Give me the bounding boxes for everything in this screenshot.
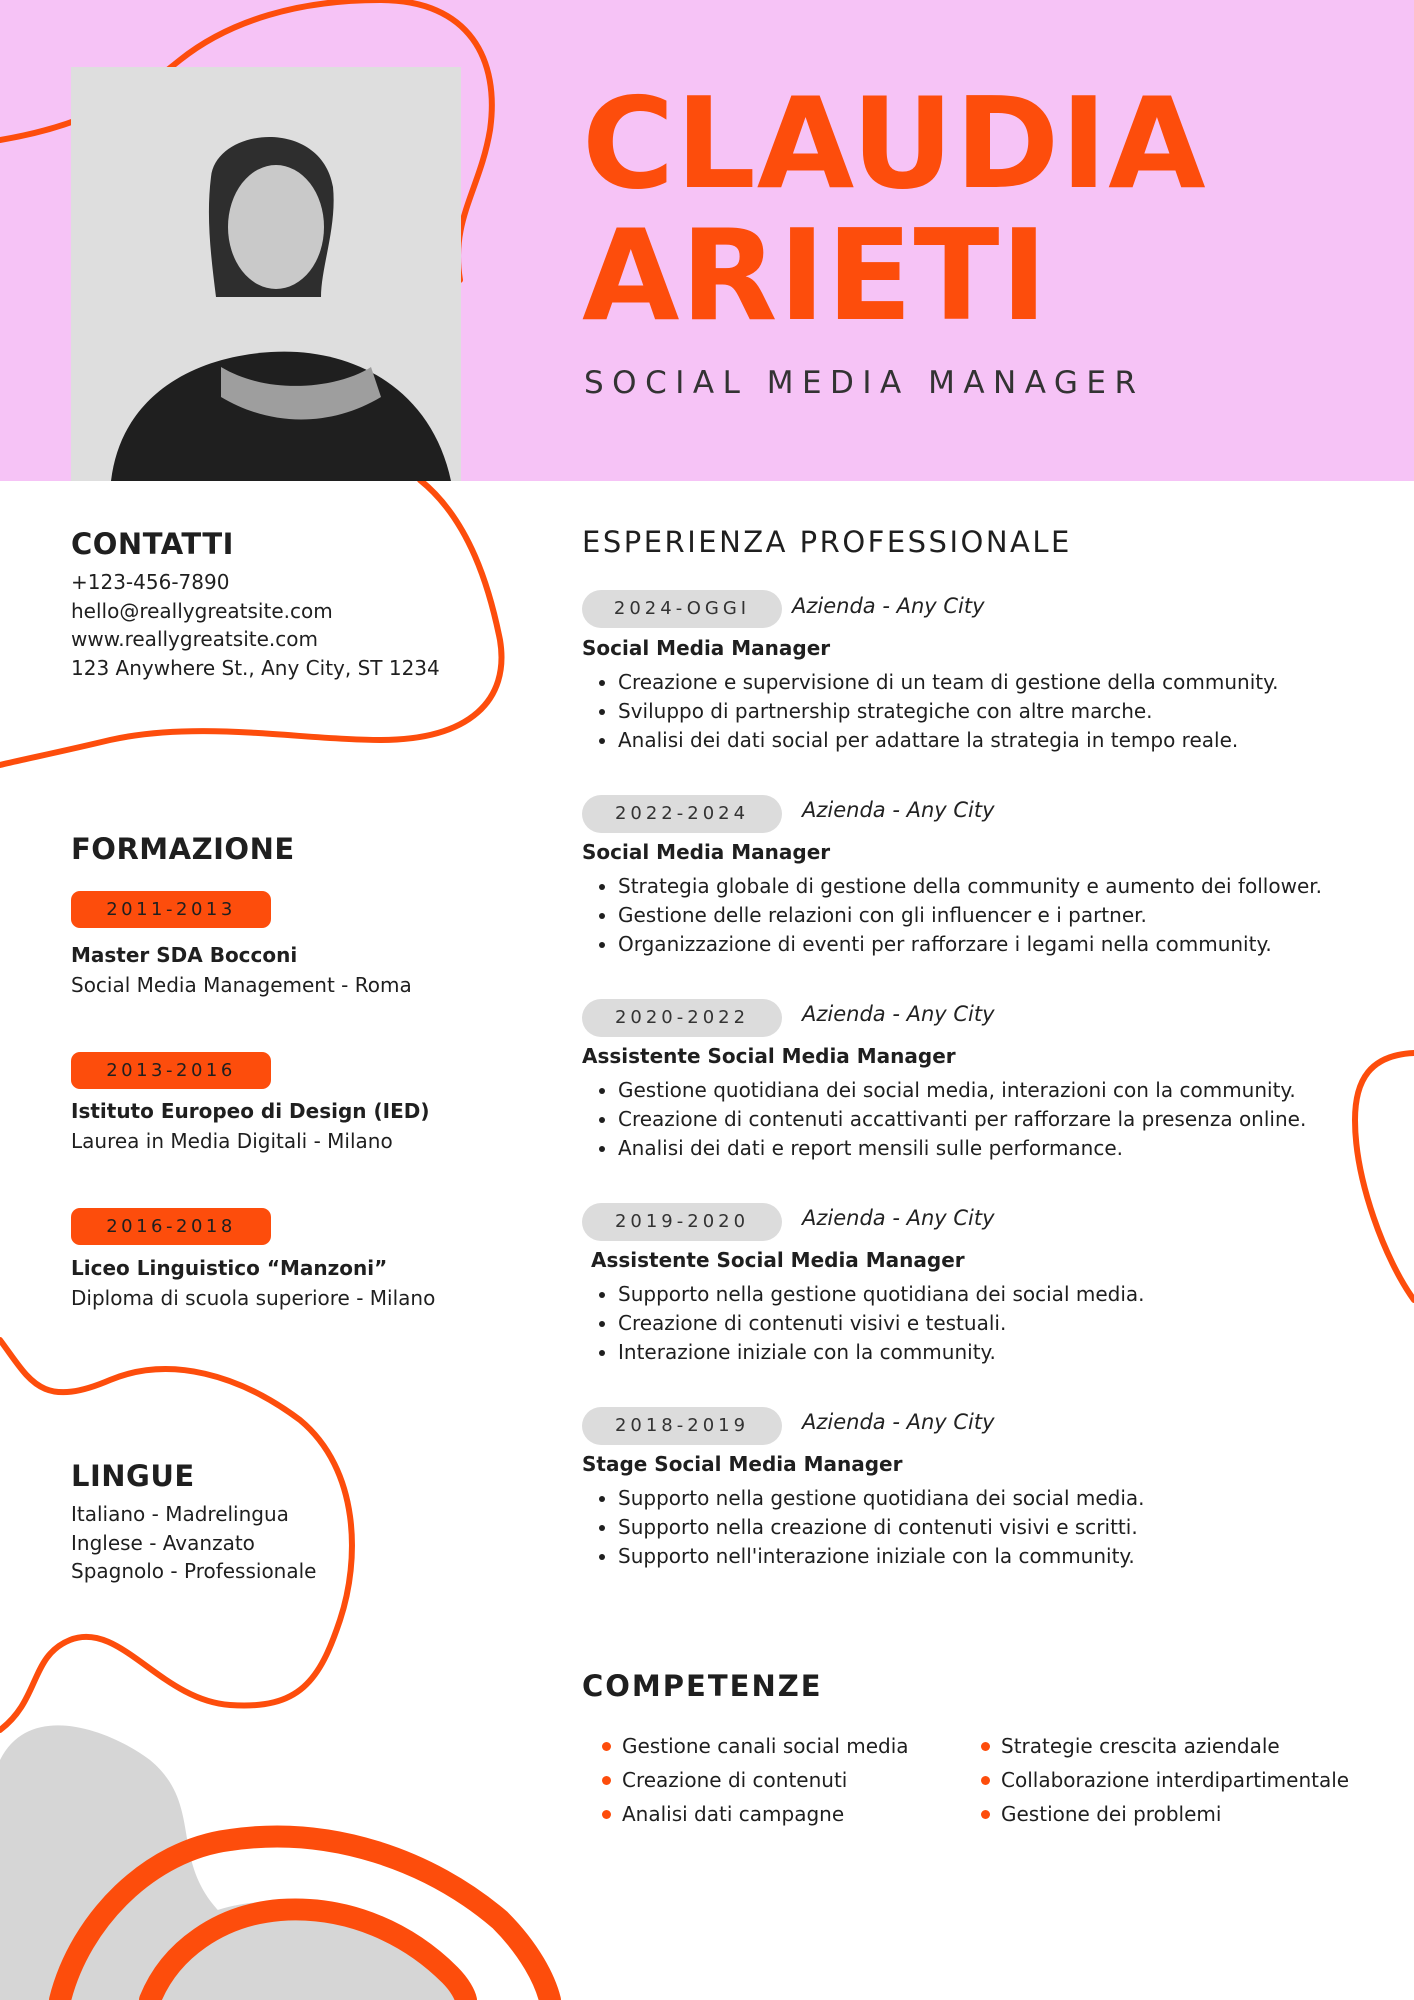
contact-website[interactable]: www.reallygreatsite.com: [71, 627, 318, 651]
experience-company: Azienda - Any City: [802, 1410, 995, 1434]
education-school: Istituto Europeo di Design (IED): [71, 1099, 430, 1123]
experience-bullet: • Supporto nella creazione di contenuti visivi e scritti.: [618, 1513, 1414, 1542]
skills-list-right: [979, 1729, 1349, 1831]
languages-title: LINGUE: [71, 1459, 195, 1493]
language-item: Inglese - Avanzato: [71, 1531, 255, 1555]
education-detail: Diploma di scuola superiore - Milano: [71, 1286, 436, 1310]
language-item: Italiano - Madrelingua: [71, 1502, 289, 1526]
education-years-badge: 2011-2013: [71, 891, 271, 928]
skill-item: Collaborazione interdipartimentale: [979, 1763, 1349, 1797]
skill-item: Creazione di contenuti: [600, 1763, 909, 1797]
experience-role: Social Media Manager: [582, 636, 831, 660]
experience-bullet: • Creazione di contenuti visivi e testuali.: [618, 1309, 1414, 1338]
experience-role: Assistente Social Media Manager: [582, 1044, 956, 1068]
experience-bullets: [582, 668, 1414, 755]
experience-bullets: [582, 1484, 1414, 1571]
language-item: Spagnolo - Professionale: [71, 1559, 317, 1583]
experience-years-badge: 2024-OGGI: [582, 590, 782, 628]
last-name: ARIETI: [582, 202, 1049, 349]
experience-bullets: [582, 1076, 1414, 1163]
experience-role: Assistente Social Media Manager: [591, 1248, 965, 1272]
experience-bullet: • Organizzazione di eventi per rafforzare i legami nella community.: [618, 930, 1414, 959]
experience-bullets: [582, 872, 1414, 959]
education-school: Liceo Linguistico “Manzoni”: [71, 1256, 388, 1280]
experience-bullet: • Supporto nella gestione quotidiana dei social media.: [618, 1280, 1414, 1309]
experience-bullet: • Creazione di contenuti accattivanti per rafforzare la presenza online.: [618, 1105, 1414, 1134]
experience-role: Stage Social Media Manager: [582, 1452, 903, 1476]
experience-company: Azienda - Any City: [802, 1002, 995, 1026]
experience-years-badge: 2019-2020: [582, 1203, 782, 1241]
experience-role: Social Media Manager: [582, 840, 831, 864]
experience-company: Azienda - Any City: [792, 594, 985, 618]
contact-email[interactable]: hello@reallygreatsite.com: [71, 599, 333, 623]
first-name: CLAUDIA: [582, 70, 1207, 217]
profile-photo: [71, 67, 461, 481]
job-title: SOCIAL MEDIA MANAGER: [584, 365, 1145, 401]
education-years-badge: 2016-2018: [71, 1208, 271, 1245]
education-detail: Laurea in Media Digitali - Milano: [71, 1129, 393, 1153]
contact-address: 123 Anywhere St., Any City, ST 1234: [71, 656, 440, 680]
contacts-title: CONTATTI: [71, 527, 234, 561]
skill-item: Gestione dei problemi: [979, 1797, 1349, 1831]
portrait-image: [71, 67, 461, 481]
experience-company: Azienda - Any City: [802, 798, 995, 822]
skills-title: COMPETENZE: [582, 1669, 823, 1703]
education-school: Master SDA Bocconi: [71, 943, 298, 967]
experience-bullet: • Strategia globale di gestione della community e aumento dei follower.: [618, 872, 1414, 901]
experience-bullet: • Sviluppo di partnership strategiche con altre marche.: [618, 697, 1414, 726]
person-name: [582, 70, 1382, 349]
contact-phone: +123-456-7890: [71, 570, 230, 594]
experience-bullet: • Creazione e supervisione di un team di gestione della community.: [618, 668, 1414, 697]
education-years-badge: 2013-2016: [71, 1052, 271, 1089]
experience-bullet: • Gestione quotidiana dei social media, interazioni con la community.: [618, 1076, 1414, 1105]
education-detail: Social Media Management - Roma: [71, 973, 412, 997]
skills-list-left: [600, 1729, 909, 1831]
skill-item: Gestione canali social media: [600, 1729, 909, 1763]
experience-bullet: • Analisi dei dati social per adattare la strategia in tempo reale.: [618, 726, 1414, 755]
experience-bullet: • Supporto nella gestione quotidiana dei social media.: [618, 1484, 1414, 1513]
education-title: FORMAZIONE: [71, 832, 295, 866]
skill-item: Strategie crescita aziendale: [979, 1729, 1349, 1763]
experience-years-badge: 2018-2019: [582, 1407, 782, 1445]
experience-bullets: [582, 1280, 1414, 1367]
experience-bullet: • Analisi dei dati e report mensili sulle performance.: [618, 1134, 1414, 1163]
experience-title: ESPERIENZA PROFESSIONALE: [582, 525, 1072, 559]
experience-bullet: • Supporto nell'interazione iniziale con la community.: [618, 1542, 1414, 1571]
experience-years-badge: 2022-2024: [582, 795, 782, 833]
skill-item: Analisi dati campagne: [600, 1797, 909, 1831]
experience-years-badge: 2020-2022: [582, 999, 782, 1037]
experience-company: Azienda - Any City: [802, 1206, 995, 1230]
experience-bullet: • Interazione iniziale con la community.: [618, 1338, 1414, 1367]
experience-bullet: • Gestione delle relazioni con gli influencer e i partner.: [618, 901, 1414, 930]
